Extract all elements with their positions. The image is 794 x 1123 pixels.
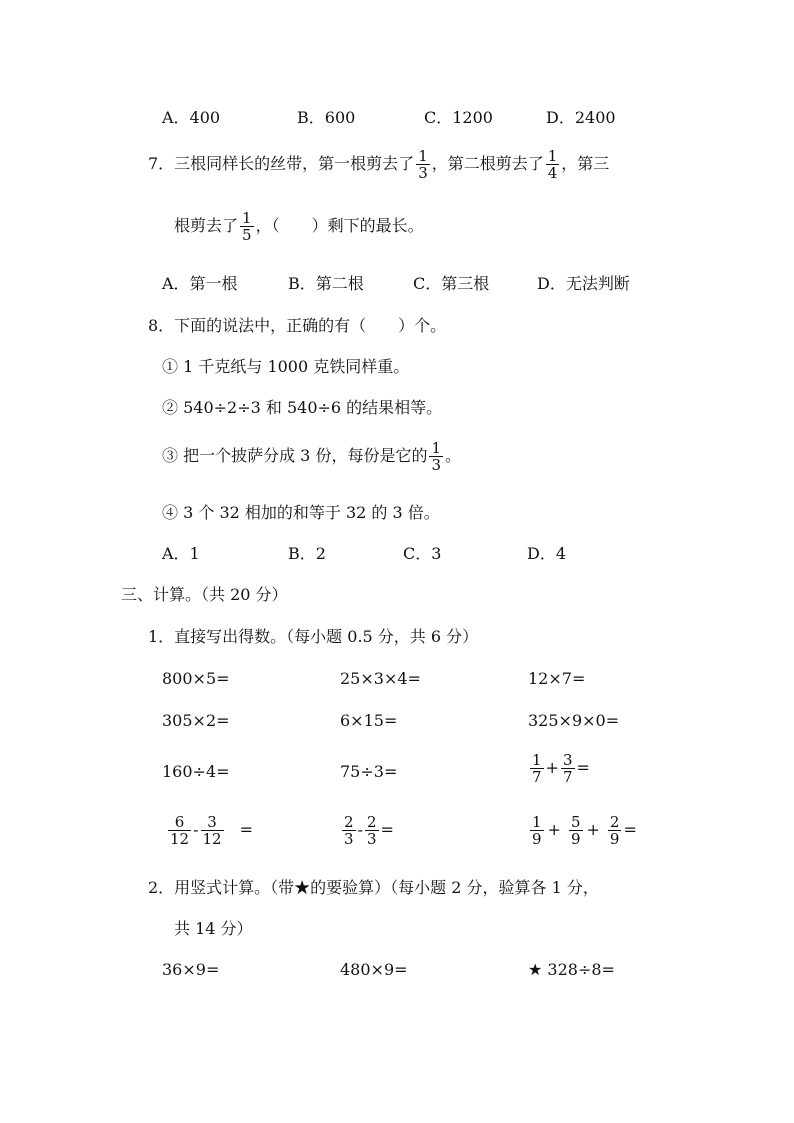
q8-stem: 8．下面的说法中，正确的有（ ）个。	[148, 316, 447, 335]
q7-fraction-3	[240, 210, 254, 243]
fraction	[168, 814, 191, 847]
fraction	[365, 814, 379, 847]
fraction	[569, 814, 583, 847]
plus-sign: +	[547, 820, 561, 839]
q8-option-b: B．2	[288, 544, 326, 563]
equals-sign: =	[623, 820, 637, 839]
fraction-denominator: 5	[242, 226, 252, 244]
section-3-heading: 三、计算。（共 20 分）	[121, 585, 288, 604]
calc-r2-c1: 305×2=	[162, 711, 230, 730]
fraction-denominator: 3	[418, 164, 428, 182]
fraction	[561, 752, 575, 785]
fraction-numerator: 3	[562, 751, 573, 769]
q8-statement-3-text: ③ 把一个披萨分成 3 份，每份是它的	[162, 446, 428, 465]
calc-r3-c2: 75÷3=	[340, 762, 398, 781]
fraction-denominator: 4	[547, 164, 558, 182]
fraction-numerator: 2	[366, 813, 377, 831]
q6-option-d: D．2400	[546, 108, 616, 127]
q7-fraction-2	[546, 148, 560, 181]
plus-sign: +	[545, 758, 559, 777]
fraction-denominator: 9	[532, 830, 542, 848]
q7-option-b: B．第二根	[288, 274, 364, 293]
fraction-denominator: 3	[344, 830, 354, 848]
q7-fraction-1	[416, 148, 430, 181]
q6-option-a: A．400	[162, 108, 221, 127]
q7-text-3: ，第三	[561, 154, 610, 173]
fraction-denominator: 7	[532, 768, 542, 786]
q8-statement-2: ② 540÷2÷3 和 540÷6 的结果相等。	[162, 398, 443, 417]
fraction-denominator: 9	[609, 830, 620, 848]
q7-text-2: ，第二根剪去了	[431, 154, 544, 173]
q8-statement-1: ① 1 千克纸与 1000 克铁同样重。	[162, 357, 410, 376]
fraction	[201, 814, 224, 847]
fraction-numerator: 5	[570, 813, 581, 831]
calc-r3-c3	[528, 752, 590, 785]
fraction-numerator: 3	[207, 813, 217, 831]
fraction-numerator: 1	[547, 147, 558, 165]
plus-sign: +	[586, 820, 600, 839]
part-2-title: 2．用竖式计算。（带★的要验算）（每小题 2 分，验算各 1 分，	[148, 878, 599, 897]
q8-option-c: C．3	[403, 544, 442, 563]
fraction	[530, 814, 544, 847]
fraction-denominator: 12	[170, 830, 190, 848]
fraction-numerator: 1	[431, 439, 441, 457]
calc-r2-c2: 6×15=	[340, 711, 398, 730]
q8-statement-3	[162, 440, 461, 473]
calc-r4-c2	[340, 814, 394, 847]
q8-option-a: A．1	[162, 544, 200, 563]
vertical-calc-1: 36×9=	[162, 960, 220, 979]
fraction-numerator: 1	[242, 209, 252, 227]
fraction-denominator: 3	[366, 830, 377, 848]
fraction-denominator: 3	[431, 456, 441, 474]
equals-sign: =	[576, 758, 590, 777]
q6-option-c: C．1200	[424, 108, 493, 127]
fraction-denominator: 7	[562, 768, 573, 786]
q8-statement-4: ④ 3 个 32 相加的和等于 32 的 3 倍。	[162, 503, 440, 522]
calc-r1-c1: 800×5=	[162, 669, 230, 688]
minus-sign: -	[357, 820, 363, 839]
fraction-numerator: 1	[532, 751, 542, 769]
q7-option-c: C．第三根	[413, 274, 490, 293]
calc-r4-c3	[528, 814, 637, 847]
q7-stem-line2	[174, 210, 424, 243]
part-2-title-cont: 共 14 分）	[174, 919, 253, 938]
fraction	[608, 814, 622, 847]
fraction-numerator: 2	[344, 813, 354, 831]
q8-option-d: D．4	[527, 544, 567, 563]
vertical-calc-2: 480×9=	[340, 960, 408, 979]
q7-text-1: 7．三根同样长的丝带，第一根剪去了	[148, 154, 415, 173]
vertical-calc-3: ★ 328÷8=	[528, 960, 615, 979]
minus-sign: -	[193, 820, 199, 839]
q7-option-d: D．无法判断	[537, 274, 630, 293]
q7-text-4: 根剪去了	[174, 216, 239, 235]
fraction-denominator: 12	[202, 830, 222, 848]
fraction-denominator: 9	[570, 830, 581, 848]
fraction-numerator: 1	[418, 147, 428, 165]
equals-sign: =	[380, 820, 394, 839]
calc-r1-c3: 12×7=	[528, 669, 586, 688]
calc-r2-c3: 325×9×0=	[528, 711, 620, 730]
fraction-numerator: 1	[532, 813, 542, 831]
calc-r3-c1: 160÷4=	[162, 762, 230, 781]
fraction	[342, 814, 356, 847]
q7-text-5: ，（ ）剩下的最长。	[255, 216, 424, 235]
q8-statement-3-end: 。	[445, 446, 462, 465]
q7-stem-line1	[148, 148, 609, 181]
q6-option-b: B．600	[297, 108, 356, 127]
equals-sign: =	[239, 820, 253, 839]
calc-r4-c1	[166, 814, 253, 847]
calc-r1-c2: 25×3×4=	[340, 669, 421, 688]
q7-option-a: A．第一根	[162, 274, 238, 293]
fraction-numerator: 6	[174, 813, 185, 831]
q8-fraction	[429, 440, 443, 473]
part-1-title: 1．直接写出得数。（每小题 0.5 分，共 6 分）	[148, 627, 479, 646]
fraction	[530, 752, 544, 785]
fraction-numerator: 2	[609, 813, 620, 831]
